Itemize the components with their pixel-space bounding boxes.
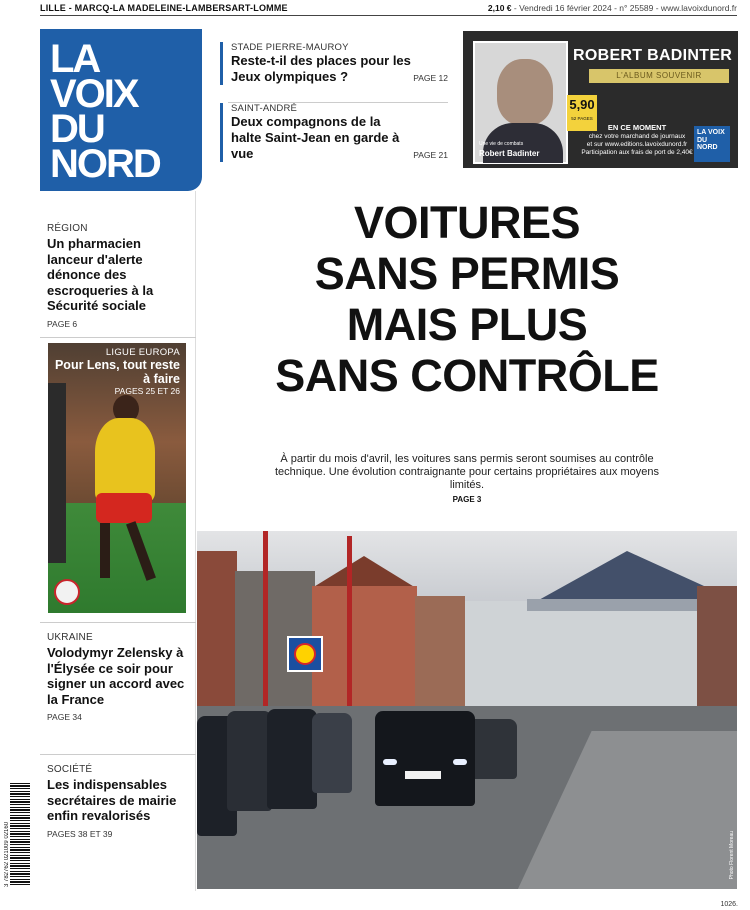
newspaper-logo[interactable] (40, 29, 202, 191)
promo-price-sub: 52 PAGES (571, 116, 593, 121)
promo-info-line2: chez votre marchand de journaux (588, 133, 686, 140)
logo-line-4: NORD (50, 142, 160, 186)
car-plate (405, 771, 441, 779)
headline-line-3: MAIS PLUS (346, 299, 588, 350)
teaser-saint-andre[interactable] (220, 103, 448, 162)
portrait-caption: Une vie de combats (479, 141, 524, 147)
sidebar-article-societe[interactable] (47, 764, 189, 839)
promo-subtitle: L'ALBUM SOUVENIR (589, 69, 729, 83)
ligue-title[interactable]: Pour Lens, tout reste à faire (54, 358, 180, 386)
parked-car (267, 709, 317, 809)
ligue-kicker: LIGUE EUROPA (105, 347, 180, 358)
teaser-kicker: STADE PIERRE-MAUROY (231, 42, 349, 53)
logo-line-1: LA (50, 37, 100, 81)
article-category: SOCIÉTÉ (47, 764, 93, 775)
photo-pole (263, 531, 268, 711)
article-title[interactable]: Les indispensables secrétaires de mairie enfin revalorisés (47, 777, 177, 823)
sidebar-separator (40, 337, 196, 338)
sans-permis-car (375, 711, 475, 806)
article-page: PAGE 6 (47, 318, 78, 329)
lens-player-shorts (96, 493, 152, 523)
ligue-text (50, 347, 180, 396)
logo-line-3: DU (50, 107, 104, 151)
sidebar-article-ukraine[interactable] (47, 632, 189, 722)
lens-player-jersey (95, 418, 155, 503)
teaser-page: PAGE 21 (413, 150, 448, 160)
photo-pole (347, 536, 352, 711)
main-chapo: À partir du mois d'avril, les voitures sans permis seront soumises au contrôle technique. Une évolution contraignante pour certains propriétaires aux moyens limités. (274, 453, 659, 491)
teaser-divider (228, 102, 448, 103)
photo-building (415, 596, 465, 716)
issue-price: 2,10 € (487, 3, 512, 13)
portrait-head (497, 59, 553, 125)
sidebar-separator (40, 622, 196, 623)
photo-roof (312, 556, 416, 588)
photo-bridge (527, 599, 697, 611)
article-page: PAGES 38 ET 39 (47, 828, 113, 839)
portrait-name: Une vie de combats Robert Badinter (479, 141, 540, 158)
sidebar-separator (40, 754, 196, 755)
badinter-portrait (473, 41, 568, 164)
promo-info-line1: EN CE MOMENT (607, 123, 667, 132)
promo-info-line4: Participation aux frais de port de 2,40€ (581, 149, 693, 156)
car-headlight (453, 759, 467, 765)
teaser-title[interactable]: Deux compagnons de la halte Saint-Jean en garde à vue (231, 114, 400, 161)
car-headlight (383, 759, 397, 765)
masthead-topbar (40, 3, 737, 16)
issue-info (488, 3, 737, 13)
teaser-stade[interactable] (220, 42, 448, 85)
sidebar-article-region[interactable] (47, 223, 189, 329)
player-leg (100, 523, 110, 578)
photo-credit: Photo Florent Moreau (729, 830, 735, 879)
promo-info (573, 124, 701, 157)
headline-line-4: SANS CONTRÔLE (275, 350, 659, 401)
promo-info-line3[interactable]: et sur www.editions.lavoixdunord.fr (586, 141, 688, 148)
article-category: UKRAINE (47, 632, 93, 643)
main-photo-street (197, 531, 737, 889)
photo-building (312, 586, 417, 721)
teaser-title[interactable]: Reste-t-il des places pour les Jeux olympiques ? (231, 53, 411, 84)
article-title[interactable]: Un pharmacien lanceur d'alerte dénonce des escroqueries à la Sécurité sociale (47, 236, 154, 313)
opponent-player (48, 383, 66, 563)
logo-line-2: VOIX (50, 72, 138, 116)
barcode (6, 783, 30, 887)
headline-line-1: VOITURES (353, 197, 581, 248)
article-category: RÉGION (47, 223, 88, 234)
badinter-album-promo[interactable] (463, 31, 738, 168)
parked-car (312, 713, 352, 793)
headline-line-2: SANS PERMIS (314, 248, 620, 299)
ligue-europa-teaser[interactable] (48, 343, 186, 613)
ligue-pages: PAGES 25 ET 26 (114, 386, 180, 396)
promo-name: ROBERT BADINTER (573, 47, 733, 64)
article-page: PAGE 34 (47, 712, 82, 722)
promo-mini-logo: LA VOIX DU NORD (694, 126, 730, 162)
parked-car (227, 711, 272, 811)
teaser-page: PAGE 12 (413, 73, 448, 83)
main-page-ref: PAGE 3 (452, 495, 482, 504)
issue-date: - Vendredi 16 février 2024 - n° 25589 - www.lavoixdunord.fr (511, 3, 737, 13)
teaser-kicker: SAINT-ANDRÉ (231, 103, 298, 114)
barcode-bars (10, 783, 30, 887)
photo-building (697, 586, 737, 726)
top-teasers (220, 42, 448, 174)
football-ball (54, 579, 80, 605)
article-title[interactable]: Volodymyr Zelensky à l'Élysée ce soir pour signer un accord avec la France (47, 645, 185, 707)
lidl-sign-icon (287, 636, 323, 672)
main-headline[interactable] (196, 197, 738, 401)
barcode-number: 3 782762 021009 02160 (4, 821, 10, 887)
edition-locations: LILLE - MARCQ-LA MADELEINE-LAMBERSART-LOMME (40, 3, 288, 13)
footer-code: 1026. (720, 901, 738, 908)
promo-price: 5,90 52 PAGES (567, 95, 597, 131)
